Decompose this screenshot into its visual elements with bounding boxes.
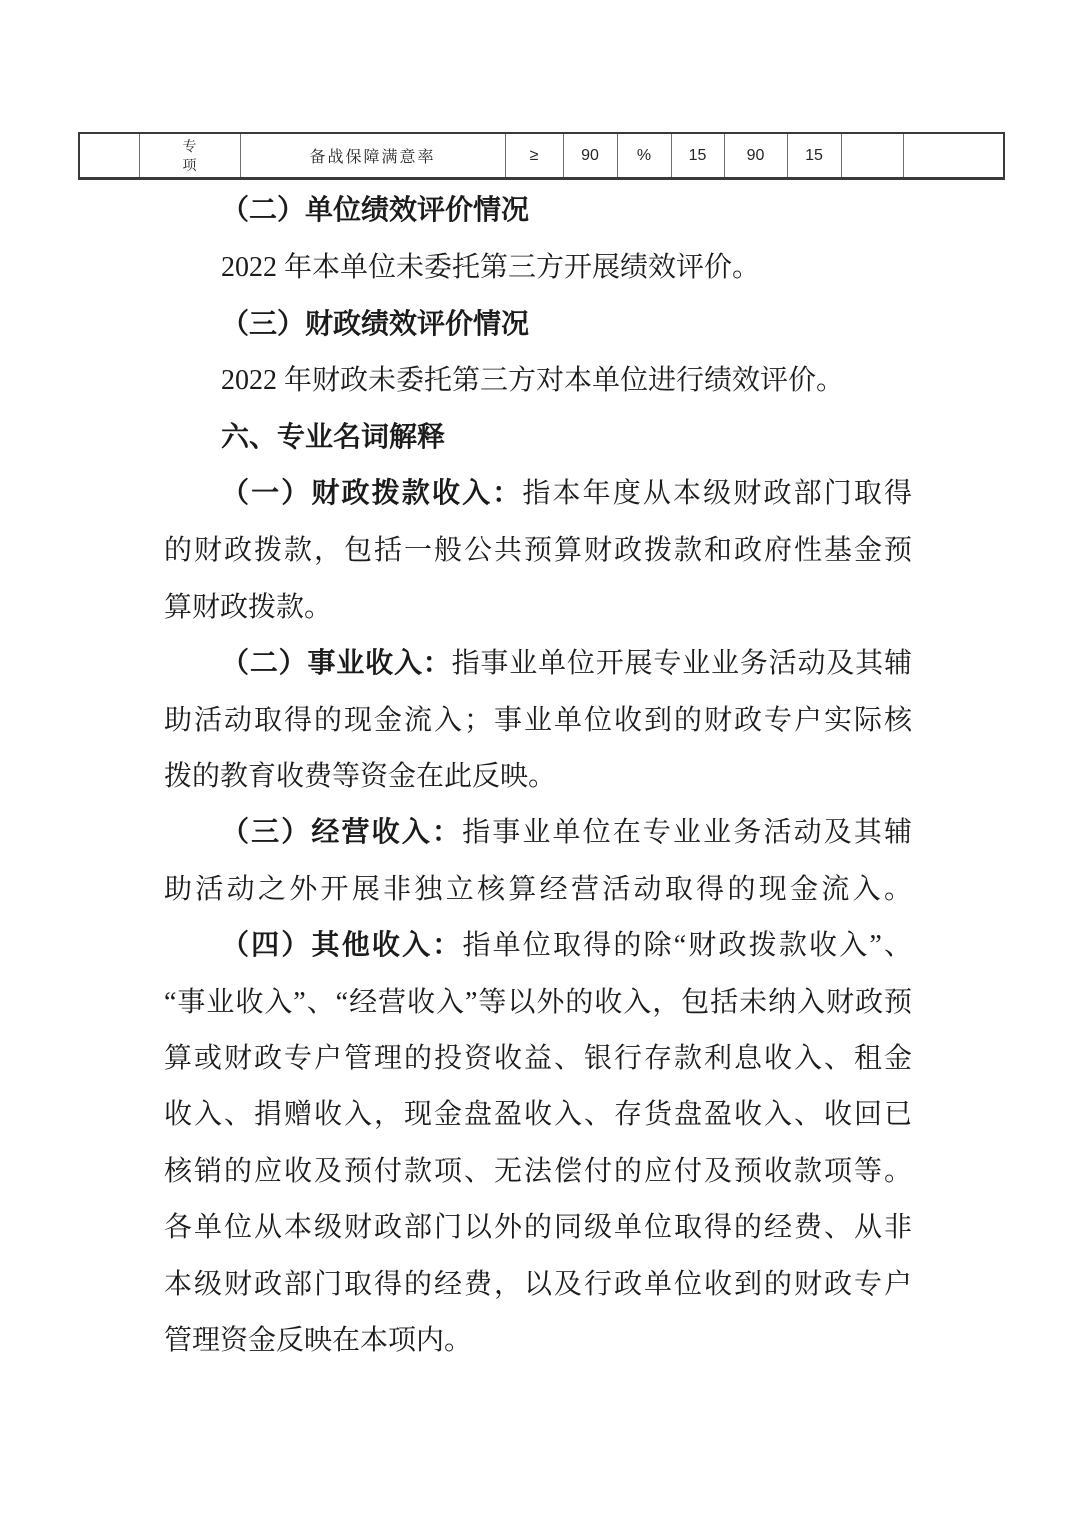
cell-indicator-name: 备战保障满意率 (240, 133, 505, 179)
section-heading-finance-evaluation: （三）财政绩效评价情况 (221, 309, 530, 340)
text-line: 算或财政专户管理的投资收益、银行存款利息收入、租金 (164, 1043, 912, 1074)
definition-line (164, 644, 912, 690)
cell-unit: % (617, 133, 671, 179)
text-line: 核销的应收及预付款项、无法偿付的应付及预收款项等。 (164, 1156, 912, 1187)
cell-comparison-operator: ≥ (505, 133, 563, 179)
section-heading-unit-evaluation: （二）单位绩效评价情况 (221, 195, 530, 226)
cell-score: 15 (787, 133, 841, 179)
text-line: 2022 年本单位未委托第三方开展绩效评价。 (221, 252, 761, 283)
term-label: （二）事业收入： (221, 648, 452, 679)
text-line: 的财政拨款，包括一般公共预算财政拨款和政府性基金预 (164, 535, 912, 566)
text-line: 助活动之外开展非独立核算经营活动取得的现金流入。 (164, 874, 912, 905)
term-label: （三）经营收入： (221, 817, 463, 848)
term-label: （四）其他收入： (221, 930, 463, 961)
text-line: 本级财政部门取得的经费，以及行政单位收到的财政专户 (164, 1269, 912, 1300)
text-line: 2022 年财政未委托第三方对本单位进行绩效评价。 (221, 365, 845, 396)
cell-empty-1 (841, 133, 903, 179)
cell-actual-value: 90 (724, 133, 787, 179)
definition-line (164, 813, 912, 859)
text-line: 助活动取得的现金流入；事业单位收到的财政专户实际核 (164, 705, 912, 736)
category-label: 专项 (182, 137, 197, 173)
cell-empty-2 (903, 133, 1004, 179)
text-line: 管理资金反映在本项内。 (164, 1325, 473, 1356)
term-text: 指单位取得的除“财政拨款收入”、 (462, 930, 912, 961)
definition-line (164, 474, 912, 520)
performance-indicator-table (78, 132, 1005, 180)
cell-weight: 15 (671, 133, 724, 179)
term-label: （一）财政拨款收入： (221, 478, 523, 509)
cell-target-value: 90 (563, 133, 617, 179)
text-line: 算财政拨款。 (164, 592, 333, 623)
term-text: 指事业单位开展专业业务活动及其辅 (451, 648, 912, 679)
chapter-heading-glossary: 六、专业名词解释 (221, 421, 446, 452)
text-line: 拨的教育收费等资金在此反映。 (164, 761, 557, 792)
table-row (79, 133, 1004, 179)
text-line: 各单位从本级财政部门以外的同级单位取得的经费、从非 (164, 1212, 912, 1243)
cell-empty-left (79, 133, 139, 179)
definition-line (164, 926, 912, 972)
text-line: “事业收入”、“经营收入”等以外的收入，包括未纳入财政预 (164, 987, 912, 1018)
text-line: 收入、捐赠收入，现金盘盈收入、存货盘盈收入、收回已 (164, 1099, 912, 1130)
term-text: 指事业单位在专业业务活动及其辅 (462, 817, 912, 848)
term-text: 指本年度从本级财政部门取得 (522, 478, 912, 509)
cell-indicator-category (139, 133, 240, 179)
